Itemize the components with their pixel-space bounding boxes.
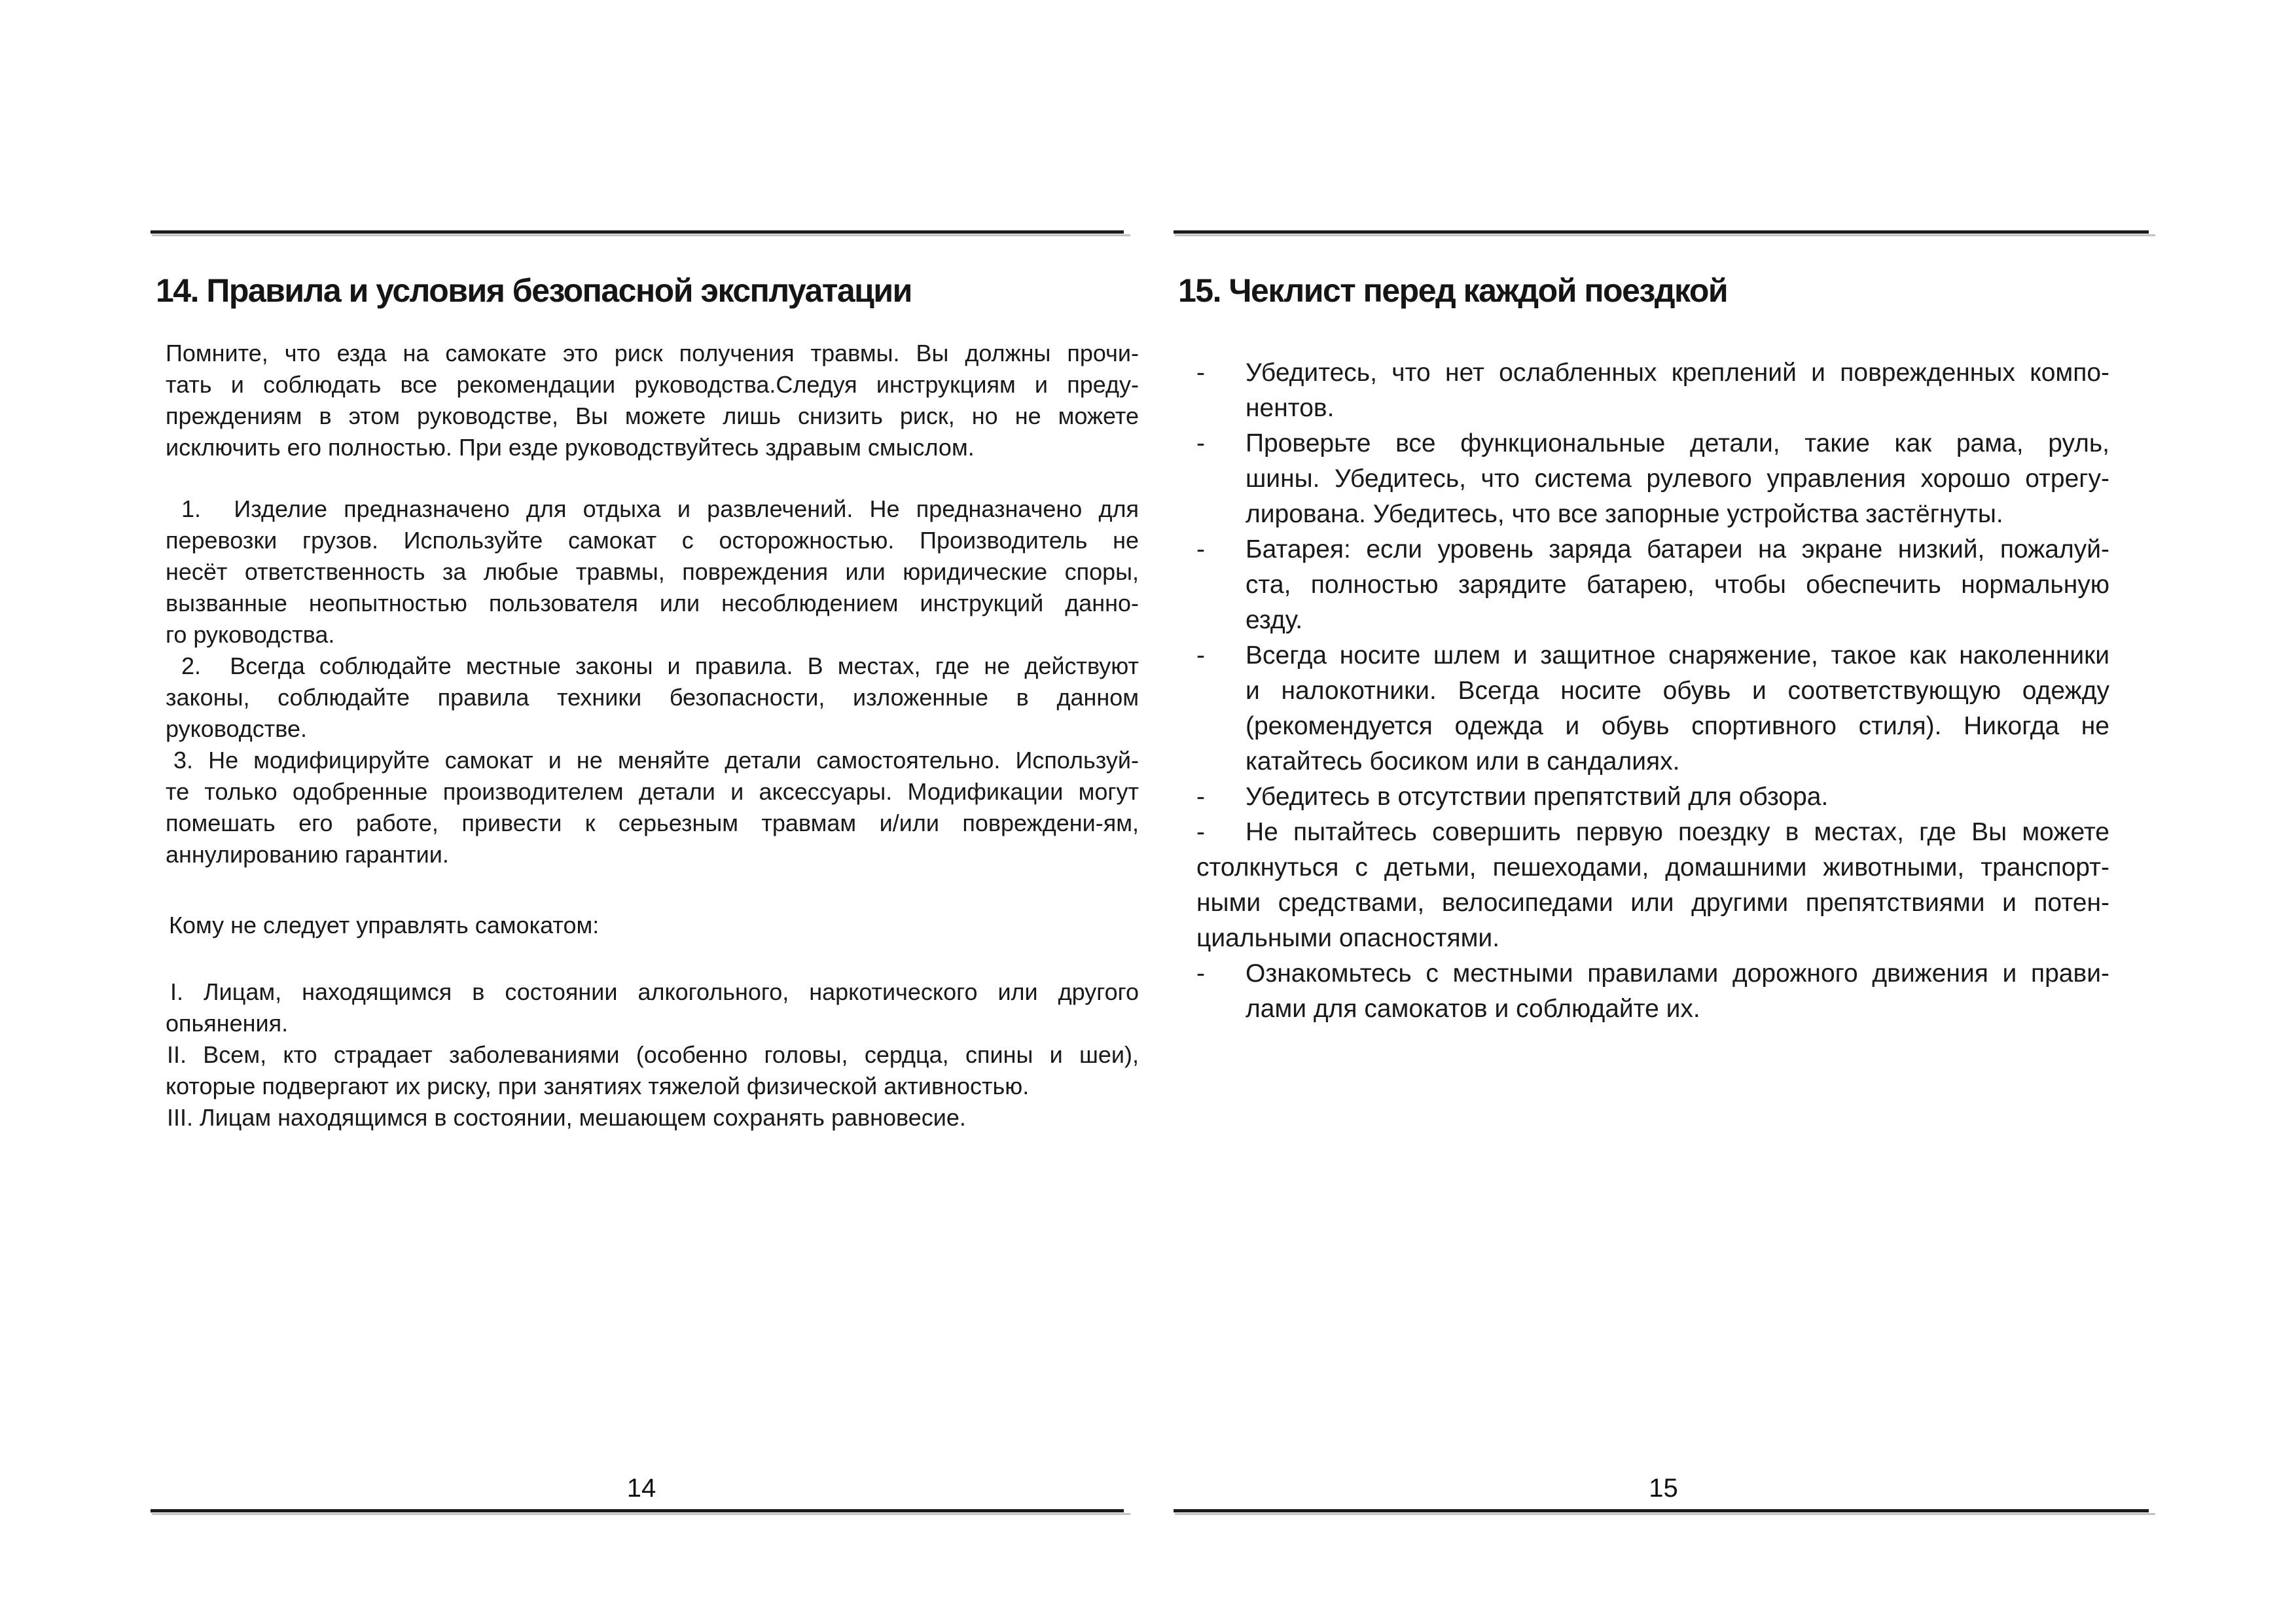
text-line: Убедитесь в отсутствии препятствий для обзора. xyxy=(1246,783,1829,811)
text-line: исключить его полностью. При езде руководствуйтесь здравым смыслом. xyxy=(166,434,975,461)
text-line: нентов. xyxy=(1246,394,1335,422)
bullet-item xyxy=(1196,638,2109,779)
roman-item xyxy=(166,1102,1139,1133)
text-line: 1. Изделие предназначено для отдыха и развлечений. Не предназначено для xyxy=(181,495,1139,522)
text-line: Убедитесь, что нет ослабленных креплений и поврежденных компо- xyxy=(1246,359,2109,387)
text-line: лами для самокатов и соблюдайте их. xyxy=(1246,995,1700,1023)
text-line: Всегда носите шлем и защитное снаряжение, такое как наколенники xyxy=(1246,641,2109,669)
text-line: руководстве. xyxy=(166,715,307,742)
bullet-item xyxy=(1196,956,2109,1027)
roman-list xyxy=(166,976,1139,1133)
manual-page-15 xyxy=(1174,0,2153,1623)
dash-marker: - xyxy=(1196,959,1205,988)
text-line: (рекомендуется одежда и обувь спортивного стиля). Никогда не xyxy=(1246,712,2109,740)
section-title: 14. Правила и условия безопасной эксплуатации xyxy=(156,272,912,309)
checklist xyxy=(1196,355,2109,1027)
text-line: шины. Убедитесь, что система рулевого управления хорошо отрегу- xyxy=(1246,465,2109,493)
text-line: которые подвергают их риску, при занятиях тяжелой физической активностью. xyxy=(166,1073,1030,1099)
text-line: и налокотники. Всегда носите обувь и соответствующую одежду xyxy=(1246,677,2109,705)
text-line: ными средствами, велосипедами или другими препятствиями и потен- xyxy=(1196,889,2109,917)
text-line: Ознакомьтесь с местными правилами дорожного движения и прави- xyxy=(1246,959,2109,988)
page-number: 14 xyxy=(626,1474,656,1503)
text-line: Не пытайтесь совершить первую поездку в местах, где Вы можете xyxy=(1246,818,2109,846)
manual-page-14 xyxy=(151,0,1139,1623)
text-line: перевозки грузов. Используйте самокат с осторожностью. Производитель не xyxy=(166,527,1139,554)
text-line: III. Лицам находящимся в состоянии, мешающем сохранять равновесие. xyxy=(167,1104,966,1131)
roman-item xyxy=(166,976,1139,1039)
text-line: преждениям в этом руководстве, Вы можете лишь снизить риск, но не можете xyxy=(166,402,1139,429)
dash-marker: - xyxy=(1196,818,1205,846)
text-line: вызванные неопытностью пользователя или несоблюдением инструкций данно- xyxy=(166,590,1139,616)
text-line: езду. xyxy=(1246,606,1303,634)
text-line: те только одобренные производителем детали и аксессуары. Модификации могут xyxy=(166,778,1139,805)
text-line: катайтесь босиком или в сандалиях. xyxy=(1246,747,1680,776)
numbered-item xyxy=(166,493,1139,651)
numbered-list xyxy=(166,493,1139,870)
text-line: 2. Всегда соблюдайте местные законы и правила. В местах, где не действуют xyxy=(181,652,1139,679)
bullet-item xyxy=(1196,532,2109,638)
text-line: II. Всем, кто страдает заболеваниями (особенно головы, сердца, спины и шеи), xyxy=(167,1041,1139,1068)
roman-item xyxy=(166,1039,1139,1102)
dash-marker: - xyxy=(1196,535,1205,563)
text-line: го руководства. xyxy=(166,621,335,648)
text-line: 3. Не модифицируйте самокат и не меняйте детали самостоятельно. Используй- xyxy=(173,747,1139,774)
top-rule xyxy=(151,230,1124,234)
text-line: Помните, что езда на самокате это риск получения травмы. Вы должны прочи- xyxy=(166,340,1139,366)
text-line: лирована. Убедитесь, что все запорные устройства застёгнуты. xyxy=(1246,500,2003,528)
page-number: 15 xyxy=(1649,1474,1678,1503)
text-line: аннулированию гарантии. xyxy=(166,841,449,868)
text-line: столкнуться с детьми, пешеходами, домашними животными, транспорт- xyxy=(1196,853,2109,882)
text-line: Проверьте все функциональные детали, такие как рама, руль, xyxy=(1246,429,2109,457)
dash-marker: - xyxy=(1196,783,1205,811)
intro-paragraph xyxy=(166,338,1139,463)
who-should-not-ride-heading: Кому не следует управлять самокатом: xyxy=(169,912,600,938)
text-line: Батарея: если уровень заряда батареи на экране низкий, пожалуй- xyxy=(1246,535,2109,563)
text-line: I. Лицам, находящимся в состоянии алкогольного, наркотического или другого xyxy=(170,978,1139,1005)
top-rule xyxy=(1174,230,2149,234)
bullet-item xyxy=(1196,815,2109,956)
bullet-item xyxy=(1196,779,2109,815)
text-line: ста, полностью зарядите батарею, чтобы обеспечить нормальную xyxy=(1246,571,2109,599)
bullet-item xyxy=(1196,355,2109,426)
dash-marker: - xyxy=(1196,429,1205,457)
numbered-item xyxy=(166,651,1139,745)
dash-marker: - xyxy=(1196,641,1205,669)
text-line: законы, соблюдайте правила техники безопасности, изложенные в данном xyxy=(166,684,1139,711)
text-line: несёт ответственность за любые травмы, повреждения или юридические споры, xyxy=(166,558,1139,585)
bottom-rule xyxy=(151,1509,1124,1512)
section-title: 15. Чеклист перед каждой поездкой xyxy=(1178,272,1728,309)
bullet-item xyxy=(1196,426,2109,532)
dash-marker: - xyxy=(1196,359,1205,387)
numbered-item xyxy=(166,745,1139,870)
text-line: циальными опасностями. xyxy=(1196,924,1500,952)
text-line: помешать его работе, привести к серьезным травмам и/или повреждени-ям, xyxy=(166,810,1139,836)
bottom-rule xyxy=(1174,1509,2149,1512)
text-line: опьянения. xyxy=(166,1010,289,1037)
text-line: тать и соблюдать все рекомендации руководства.Следуя инструкциям и преду- xyxy=(166,371,1139,398)
